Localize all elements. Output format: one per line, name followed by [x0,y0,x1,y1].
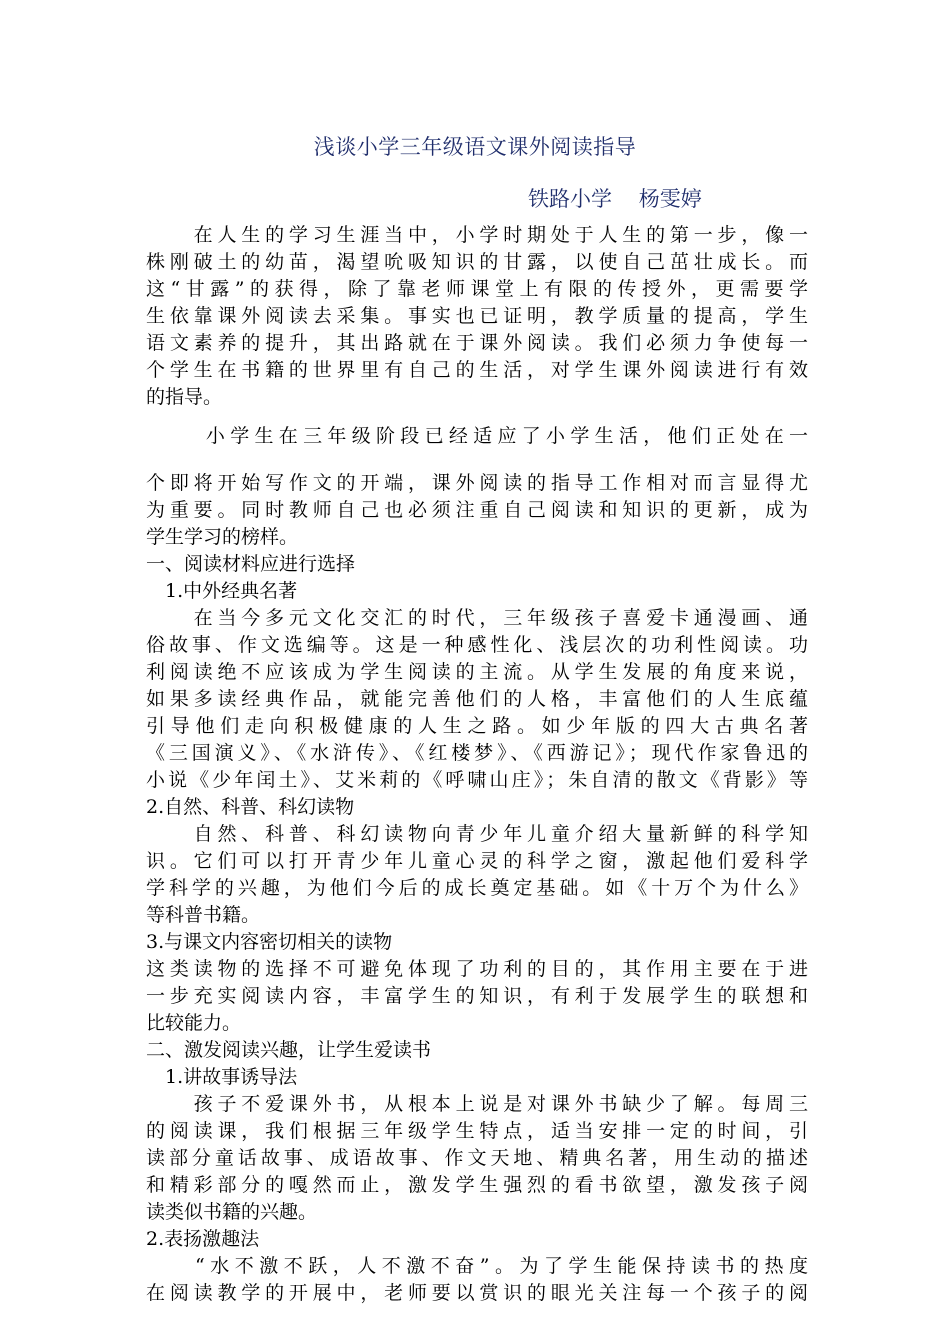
paragraph-line: 生依靠课外阅读去采集。事实也已证明，教学质量的提高，学生 [146,305,808,327]
paragraph-line: 《三国演义》、《水浒传》、《红楼梦》、《西游记》；现代作家鲁迅的 [146,742,808,764]
paragraph-line: “水不激不跃，人不激不奋”。为了学生能保持读书的热度 [146,1255,808,1277]
paragraph-line: 利阅读绝不应该成为学生阅读的主流。从学生发展的角度来说， [146,661,808,683]
subsection-heading: 2.自然、科普、科幻读物 [146,796,355,818]
paragraph-line: 的指导。 [146,386,223,408]
paragraph-line: 小说《少年闰土》、艾米莉的《呼啸山庄》；朱自清的散文《背影》等 [146,769,808,791]
paragraph-line: 读类似书籍的兴趣。 [146,1201,318,1223]
paragraph-line: 个学生在书籍的世界里有自己的生活，对学生课外阅读进行有效 [146,359,808,381]
paragraph-line: 在阅读教学的开展中，老师要以赏识的眼光关注每一个孩子的阅 [146,1282,808,1304]
paragraph-line: 这类读物的选择不可避免体现了功利的目的，其作用主要在于进 [146,958,808,980]
paragraph-line: 学科学的兴趣，为他们今后的成长奠定基础。如《十万个为什么》 [146,877,808,899]
paragraph-line: 株刚破土的幼苗，渴望吮吸知识的甘露，以使自己茁壮成长。而 [146,251,808,273]
paragraph-line: 识。它们可以打开青少年儿童心灵的科学之窗，激起他们爱科学 [146,850,808,872]
paragraph-line: 语文素养的提升，其出路就在于课外阅读。我们必须力争使每一 [146,332,808,354]
article-body [146,222,808,1307]
section-heading: 一、阅读材料应进行选择 [146,553,356,575]
subsection-heading: 2.表扬激趣法 [146,1228,260,1250]
paragraph-line: 等科普书籍。 [146,904,261,926]
paragraph-line: 俗故事、作文选编等。这是一种感性化、浅层次的功利性阅读。功 [146,634,808,656]
page-title: 浅谈小学三年级语文课外阅读指导 [313,135,637,159]
subsection-heading: 1.讲故事诱导法 [146,1066,298,1088]
paragraph-line: 小学生在三年级阶段已经适应了小学生活，他们正处在一 [146,425,808,447]
paragraph-line: 为重要。同时教师自己也必须注重自己阅读和知识的更新，成为 [146,499,808,521]
paragraph-line: 自然、科普、科幻读物向青少年儿童介绍大量新鲜的科学知 [146,823,808,845]
paragraph-line: 在人生的学习生涯当中，小学时期处于人生的第一步，像一 [146,224,808,246]
paragraph-line: 个即将开始写作文的开端，课外阅读的指导工作相对而言显得尤 [146,472,808,494]
section-heading: 二、激发阅读兴趣，让学生爱读书 [146,1039,432,1061]
paragraph-line: 的阅读课，我们根据三年级学生特点，适当安排一定的时间，引 [146,1120,808,1142]
paragraph-line: 比较能力。 [146,1012,242,1034]
paragraph-line: 一步充实阅读内容，丰富学生的知识，有利于发展学生的联想和 [146,985,808,1007]
subsection-heading: 1.中外经典名著 [146,580,298,602]
paragraph-line: 这“甘露”的获得，除了靠老师课堂上有限的传授外，更需要学 [146,278,808,300]
paragraph-line: 读部分童话故事、成语故事、作文天地、精典名著，用生动的描述 [146,1147,808,1169]
paragraph-line: 孩子不爱课外书，从根本上说是对课外书缺少了解。每周三 [146,1093,808,1115]
subsection-heading: 3.与课文内容密切相关的读物 [146,931,393,953]
paragraph-line: 如果多读经典作品，就能完善他们的人格，丰富他们的人生底蕴 [146,688,808,710]
author-line: 铁路小学 杨雯婷 [528,187,702,211]
paragraph-line: 和精彩部分的嘎然而止，激发学生强烈的看书欲望，激发孩子阅 [146,1174,808,1196]
paragraph-line: 在当今多元文化交汇的时代，三年级孩子喜爱卡通漫画、通 [146,607,808,629]
paragraph-line: 学生学习的榜样。 [146,526,299,548]
paragraph-line: 引导他们走向积极健康的人生之路。如少年版的四大古典名著 [146,715,808,737]
